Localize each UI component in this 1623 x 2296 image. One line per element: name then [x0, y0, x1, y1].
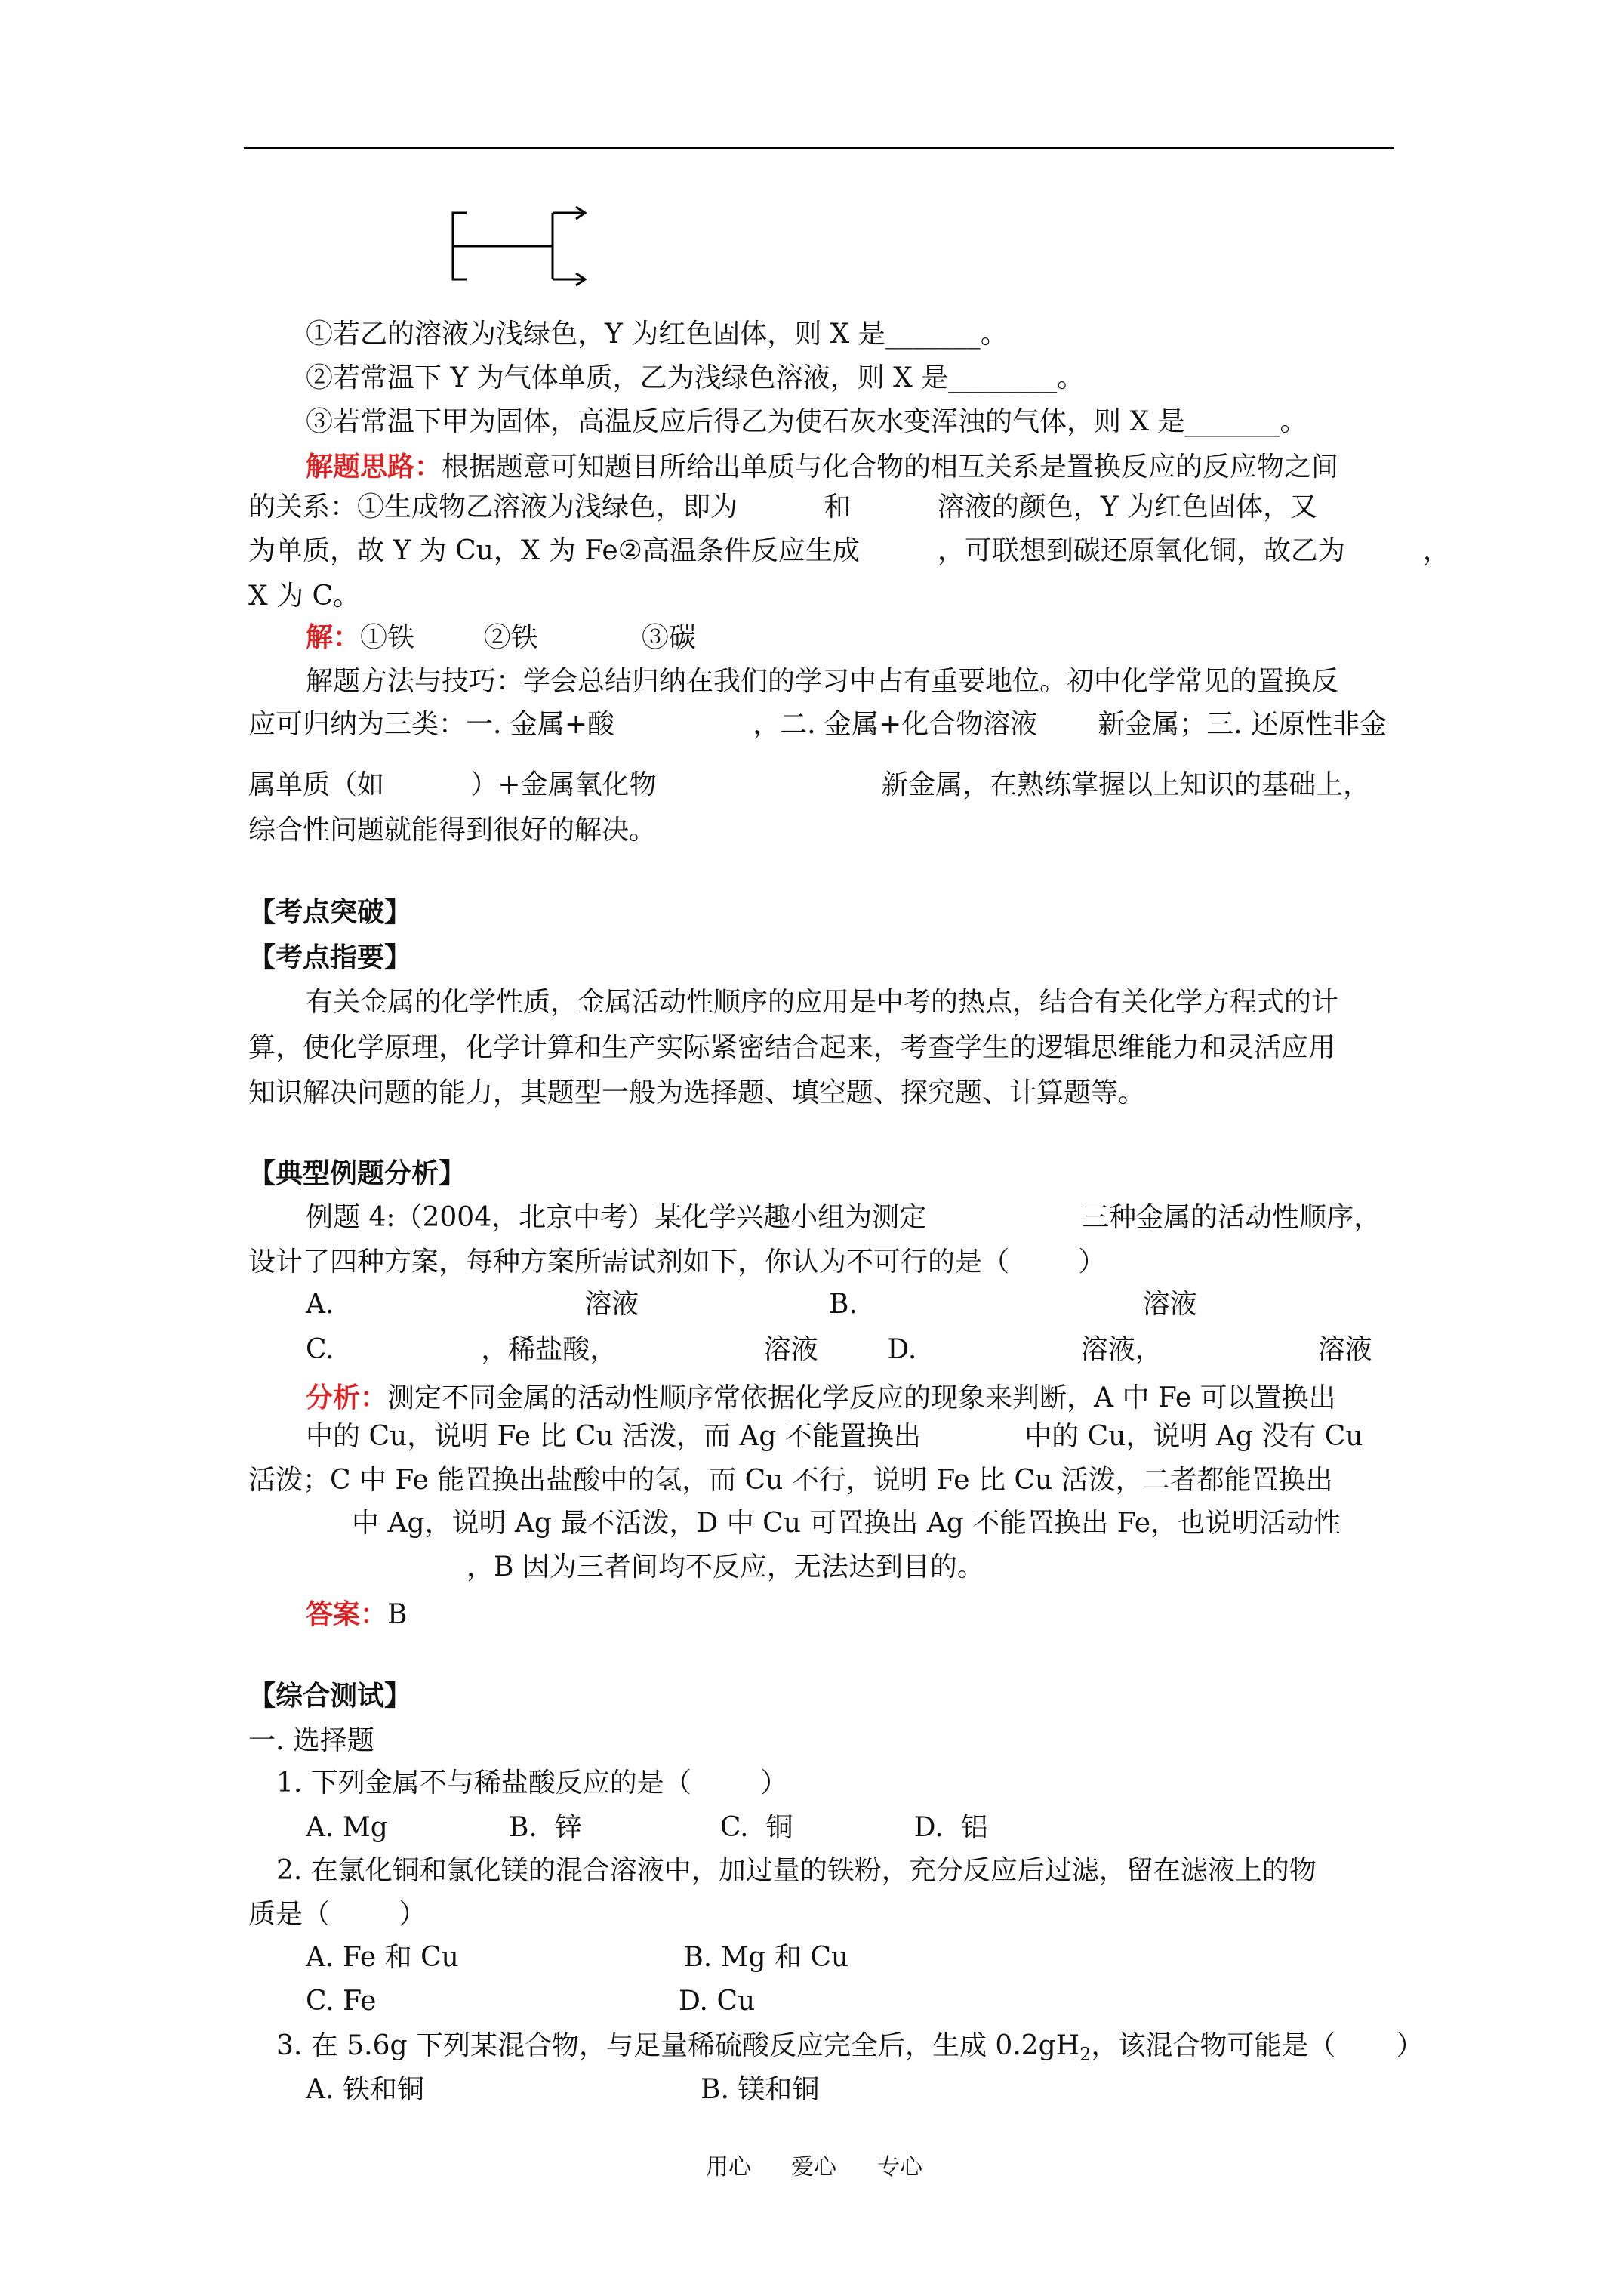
idea-line-4: X 为 C。 — [248, 581, 361, 612]
heading-guide: 【考点指要】 — [248, 942, 412, 973]
test-q3-options-ab: A. 铁和铜 B. 镁和铜 — [306, 2074, 820, 2105]
footer-middle: 爱心 — [791, 2154, 836, 2180]
test-q1-options: A. Mg B. 锌 C. 铜 D. 铝 — [306, 1812, 988, 1843]
test-q2-line-1: 2. 在氯化铜和氯化镁的混合溶液中，加过量的铁粉，充分反应后过滤，留在滤液上的物 — [276, 1855, 1317, 1886]
heading-test: 【综合测试】 — [248, 1680, 412, 1712]
question-2: ②若常温下 Y 为气体单质，乙为浅绿色溶液，则 X 是________。 — [306, 362, 1085, 393]
guide-line-1: 有关金属的化学性质，金属活动性顺序的应用是中考的热点，结合有关化学方程式的计 — [306, 987, 1339, 1018]
test-q2-line-2: 质是（ ） — [248, 1899, 427, 1930]
example4-options-ab: A. 溶液 B. 溶液 — [306, 1289, 1197, 1320]
analysis-line-3: 活泼；C 中 Fe 能置换出盐酸中的氢，而 Cu 不行，说明 Fe 比 Cu 活泼，二者都能置换出 — [248, 1465, 1333, 1496]
solution-line — [306, 621, 696, 653]
method-line-1: 解题方法与技巧：学会总结归纳在我们的学习中占有重要地位。初中化学常见的置换反 — [306, 666, 1339, 697]
test-q3 — [276, 2032, 1424, 2063]
section-choice: 一. 选择题 — [248, 1725, 374, 1756]
test-q2-options-ab: A. Fe 和 Cu B. Mg 和 Cu — [306, 1942, 849, 1973]
analysis-text: 测定不同金属的活动性顺序常依据化学反应的现象来判断，A 中 Fe 可以置换出 — [387, 1382, 1336, 1413]
header-rule — [244, 147, 1394, 149]
idea-text: 根据题意可知题目所给出单质与化合物的相互关系是置换反应的反应物之间 — [442, 451, 1339, 482]
heading-breakthrough: 【考点突破】 — [248, 896, 412, 928]
test-q3-subscript: 2 — [1079, 2044, 1092, 2065]
idea-label: 解题思路： — [306, 451, 442, 482]
answer-line — [306, 1598, 408, 1630]
example4-options-cd: C. ，稀盐酸， 溶液 D. 溶液， 溶液 — [306, 1334, 1372, 1365]
method-line-2: 应可归纳为三类：一. 金属+酸 ，二. 金属+化合物溶液 新金属；三. 还原性非金 — [248, 709, 1387, 740]
reaction-diagram — [423, 204, 604, 294]
footer-right: 专心 — [877, 2154, 922, 2180]
analysis-line-2: 中的 Cu，说明 Fe 比 Cu 活泼，而 Ag 不能置换出 中的 Cu，说明 Ag 没有 Cu — [306, 1421, 1363, 1452]
analysis-line-5: ，B 因为三者间均不反应，无法达到目的。 — [467, 1552, 984, 1583]
test-q1: 1. 下列金属不与稀盐酸反应的是（ ） — [276, 1767, 788, 1798]
heading-examples: 【典型例题分析】 — [248, 1157, 467, 1189]
example4-line-2: 设计了四种方案，每种方案所需试剂如下，你认为不可行的是（ ） — [248, 1247, 1106, 1277]
answer-text: B — [387, 1599, 408, 1630]
test-q3-pre: 3. 在 5.6g 下列某混合物，与足量稀硫酸反应完全后，生成 0.2gH — [276, 2030, 1080, 2061]
footer-left: 用心 — [706, 2154, 751, 2180]
answer-label: 答案： — [306, 1598, 388, 1630]
idea-line-2: 的关系：①生成物乙溶液为浅绿色，即为 和 溶液的颜色，Y 为红色固体，又 — [248, 492, 1318, 522]
question-1: ①若乙的溶液为浅绿色，Y 为红色固体，则 X 是_______。 — [306, 319, 1008, 350]
test-q2-options-cd: C. Fe D. Cu — [306, 1986, 756, 2017]
analysis-label: 分析： — [306, 1382, 388, 1413]
question-3: ③若常温下甲为固体，高温反应后得乙为使石灰水变浑浊的气体，则 X 是_______。 — [306, 406, 1307, 437]
guide-line-3: 知识解决问题的能力，其题型一般为选择题、填空题、探究题、计算题等。 — [248, 1077, 1146, 1108]
method-line-4: 综合性问题就能得到很好的解决。 — [248, 815, 657, 846]
idea-paragraph-line — [306, 453, 1338, 481]
analysis-line-1 — [306, 1384, 1336, 1412]
example4-line-1: 例题 4:（2004，北京中考）某化学兴趣小组为测定 三种金属的活动性顺序， — [306, 1202, 1381, 1233]
solution-label: 解： — [306, 621, 361, 653]
solution-text: ①铁 ②铁 ③碳 — [360, 622, 696, 653]
idea-line-3: 为单质，故 Y 为 Cu，X 为 Fe②高温条件反应生成 ，可联想到碳还原氧化铜，故乙为 ， — [248, 535, 1450, 566]
analysis-line-4: 中 Ag，说明 Ag 最不活泼，D 中 Cu 可置换出 Ag 不能置换出 Fe，也说明活动性 — [352, 1508, 1341, 1539]
test-q3-post: ，该混合物可能是（ ） — [1091, 2030, 1424, 2061]
guide-line-2: 算，使化学原理，化学计算和生产实际紧密结合起来，考查学生的逻辑思维能力和灵活应用 — [248, 1032, 1336, 1063]
method-line-3: 属单质（如 ）+金属氧化物 新金属，在熟练掌握以上知识的基础上， — [248, 769, 1371, 800]
